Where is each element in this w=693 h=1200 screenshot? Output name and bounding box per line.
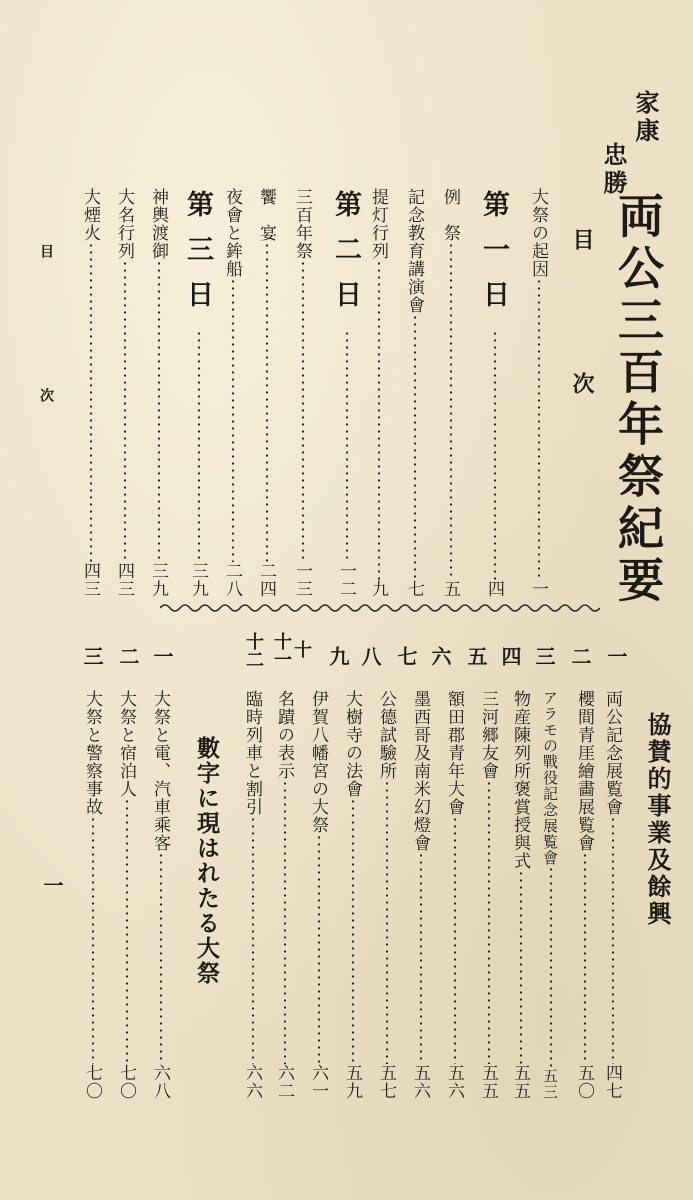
toc-page: 二四: [256, 562, 276, 598]
item-number: 八: [358, 646, 382, 666]
toc-page: 五五: [510, 1064, 530, 1100]
toc-label: 目 次: [569, 228, 594, 444]
toc-title: 公德試驗所: [376, 690, 396, 780]
toc-page: 七〇: [116, 1064, 136, 1100]
toc-page: 六二: [274, 1064, 294, 1100]
day-heading: 第三日: [182, 190, 213, 325]
toc-row[interactable]: [366, 188, 391, 598]
item-number: 一: [604, 646, 628, 666]
toc-title: 神輿渡御: [148, 188, 168, 260]
leader-dots: [154, 260, 164, 562]
toc-row[interactable]: [112, 188, 137, 598]
toc-title: アラモの戰役記念展覧會: [541, 690, 559, 866]
toc-page: 一: [528, 580, 548, 598]
toc-page: 四三: [80, 562, 100, 598]
toc-row[interactable]: [148, 690, 173, 1100]
toc-page: 六一: [308, 1064, 328, 1100]
toc-title: 大祭と宿泊人: [116, 690, 136, 798]
name-tadakatsu: 忠勝: [599, 142, 627, 198]
toc-row[interactable]: [146, 188, 171, 598]
toc-title: 饗 宴: [256, 188, 276, 242]
section-heading-kyosan: 協賛的事業及餘興: [643, 712, 671, 928]
leader-dots: [516, 870, 526, 1064]
day-heading: 第二日: [330, 190, 361, 325]
toc-title: 大祭と警察事故: [82, 690, 102, 816]
toc-page: 五九: [342, 1064, 362, 1100]
toc-page: 七〇: [82, 1064, 102, 1100]
toc-row[interactable]: [186, 330, 211, 598]
toc-page: 六六: [242, 1064, 262, 1100]
toc-row[interactable]: [526, 188, 551, 598]
toc-title: 物産陳列所褒賞授與式: [510, 690, 530, 870]
toc-page: 五: [440, 580, 460, 598]
leader-dots: [446, 242, 456, 580]
toc-title: 三百年祭: [292, 188, 312, 260]
toc-title: 名蹟の表示: [274, 690, 294, 780]
leader-dots: [546, 866, 556, 1068]
leader-dots: [342, 330, 352, 562]
page-number: 一: [40, 875, 64, 895]
toc-title: 夜會と鉾船: [222, 188, 242, 278]
item-number: 九: [326, 646, 350, 666]
toc-row[interactable]: [340, 690, 365, 1100]
toc-title: 伊賀八幡宮の大祭: [308, 690, 328, 834]
toc-row[interactable]: [476, 690, 501, 1100]
toc-row[interactable]: [402, 188, 427, 598]
toc-page: 五六: [410, 1064, 430, 1100]
toc-row[interactable]: [334, 330, 359, 598]
toc-row[interactable]: [508, 690, 533, 1100]
leader-dots: [534, 278, 544, 580]
toc-row[interactable]: [442, 690, 467, 1100]
toc-row[interactable]: [600, 690, 625, 1100]
leader-dots: [348, 798, 358, 1064]
toc-page: 五五: [478, 1064, 498, 1100]
leader-dots: [120, 260, 130, 562]
toc-page: 三九: [188, 562, 208, 598]
toc-page: 五三: [541, 1068, 559, 1100]
leader-dots: [450, 816, 460, 1064]
toc-row[interactable]: [272, 690, 297, 1100]
item-number: 十: [291, 640, 312, 658]
section-heading-suji: 數字に現はれたる大祭: [193, 736, 219, 986]
leader-dots: [490, 330, 500, 580]
toc-title: 櫻間青厓繪畵展覧會: [574, 690, 594, 852]
leader-dots: [240, 744, 250, 1064]
leader-dots: [156, 852, 166, 1064]
toc-title: 大祭の起因: [528, 188, 548, 278]
leader-dots: [86, 242, 96, 562]
toc-title: 提灯行列: [368, 188, 388, 260]
toc-page: [232, 1064, 257, 1100]
toc-page: 一三: [292, 562, 312, 598]
toc-row[interactable]: [254, 188, 279, 598]
item-number: 十二: [243, 632, 264, 668]
toc-title: 三河郷友會: [478, 690, 498, 780]
toc-page: 四七: [602, 1064, 622, 1100]
toc-title: 臨時列車と割引: [242, 690, 262, 816]
toc-row[interactable]: [438, 188, 463, 598]
leader-dots: [122, 798, 132, 1064]
toc-row[interactable]: [114, 690, 139, 1100]
toc-page: 七: [404, 580, 424, 598]
item-number: 三: [532, 646, 556, 666]
toc-page: 二八: [222, 562, 242, 598]
item-number: 一: [150, 646, 174, 666]
toc-row[interactable]: [306, 690, 331, 1100]
toc-page: 四: [484, 580, 504, 598]
item-number: 五: [464, 646, 488, 666]
toc-row[interactable]: [290, 188, 315, 598]
name-ieyasu: 家康: [631, 90, 659, 146]
toc-row[interactable]: [572, 690, 597, 1100]
leader-dots: [280, 780, 290, 1064]
leader-dots: [416, 852, 426, 1064]
toc-page: 三九: [148, 562, 168, 598]
toc-title: 額田郡青年大會: [444, 690, 464, 816]
leader-dots: [314, 834, 324, 1064]
toc-row[interactable]: [78, 188, 103, 598]
leader-dots: [608, 816, 618, 1064]
running-head: 目 次: [38, 244, 54, 460]
toc-title: 墨西哥及南米幻燈會: [410, 690, 430, 852]
toc-page: 五〇: [574, 1064, 594, 1100]
item-number: 六: [428, 646, 452, 666]
toc-page: 五六: [444, 1064, 464, 1100]
leader-dots: [484, 780, 494, 1064]
toc-title: 大祭と電、汽車乘客: [150, 690, 170, 852]
toc-row[interactable]: [220, 188, 245, 598]
toc-page: 九: [368, 580, 388, 598]
leader-dots: [410, 314, 420, 580]
toc-title: 両公記念展覧會: [602, 690, 622, 816]
item-number: 二: [116, 646, 140, 666]
toc-row[interactable]: [80, 690, 105, 1100]
item-number: 二: [568, 646, 592, 666]
toc-title: [232, 690, 257, 744]
toc-row[interactable]: [374, 690, 399, 1100]
toc-row[interactable]: [482, 330, 507, 598]
item-number: 三: [80, 646, 104, 666]
item-number: 十一: [271, 632, 292, 668]
leader-dots: [88, 816, 98, 1064]
toc-title: 記念教育講演會: [404, 188, 424, 314]
leader-dots: [580, 852, 590, 1064]
leader-dots: [298, 260, 308, 562]
toc-page: 一二: [336, 562, 356, 598]
toc-title: 大樹寺の法會: [342, 690, 362, 798]
toc-page: 五七: [376, 1064, 396, 1100]
leader-dots: [382, 780, 392, 1064]
leader-dots: [228, 278, 238, 562]
toc-title: 例 祭: [440, 188, 460, 242]
toc-title: 大名行列: [114, 188, 134, 260]
toc-row[interactable]: [408, 690, 433, 1100]
item-number: 四: [498, 646, 522, 666]
main-title: 両公三百年祭紀要: [611, 192, 665, 608]
wavy-divider: [160, 598, 600, 618]
toc-row[interactable]: [540, 690, 561, 1100]
leader-dots: [374, 260, 384, 580]
toc-page: 六八: [150, 1064, 170, 1100]
toc-title: 大煙火: [80, 188, 100, 242]
leader-dots: [262, 242, 272, 562]
item-number: 七: [394, 646, 418, 666]
leader-dots: [194, 330, 204, 562]
day-heading: 第一日: [478, 190, 509, 325]
toc-page: 四三: [114, 562, 134, 598]
